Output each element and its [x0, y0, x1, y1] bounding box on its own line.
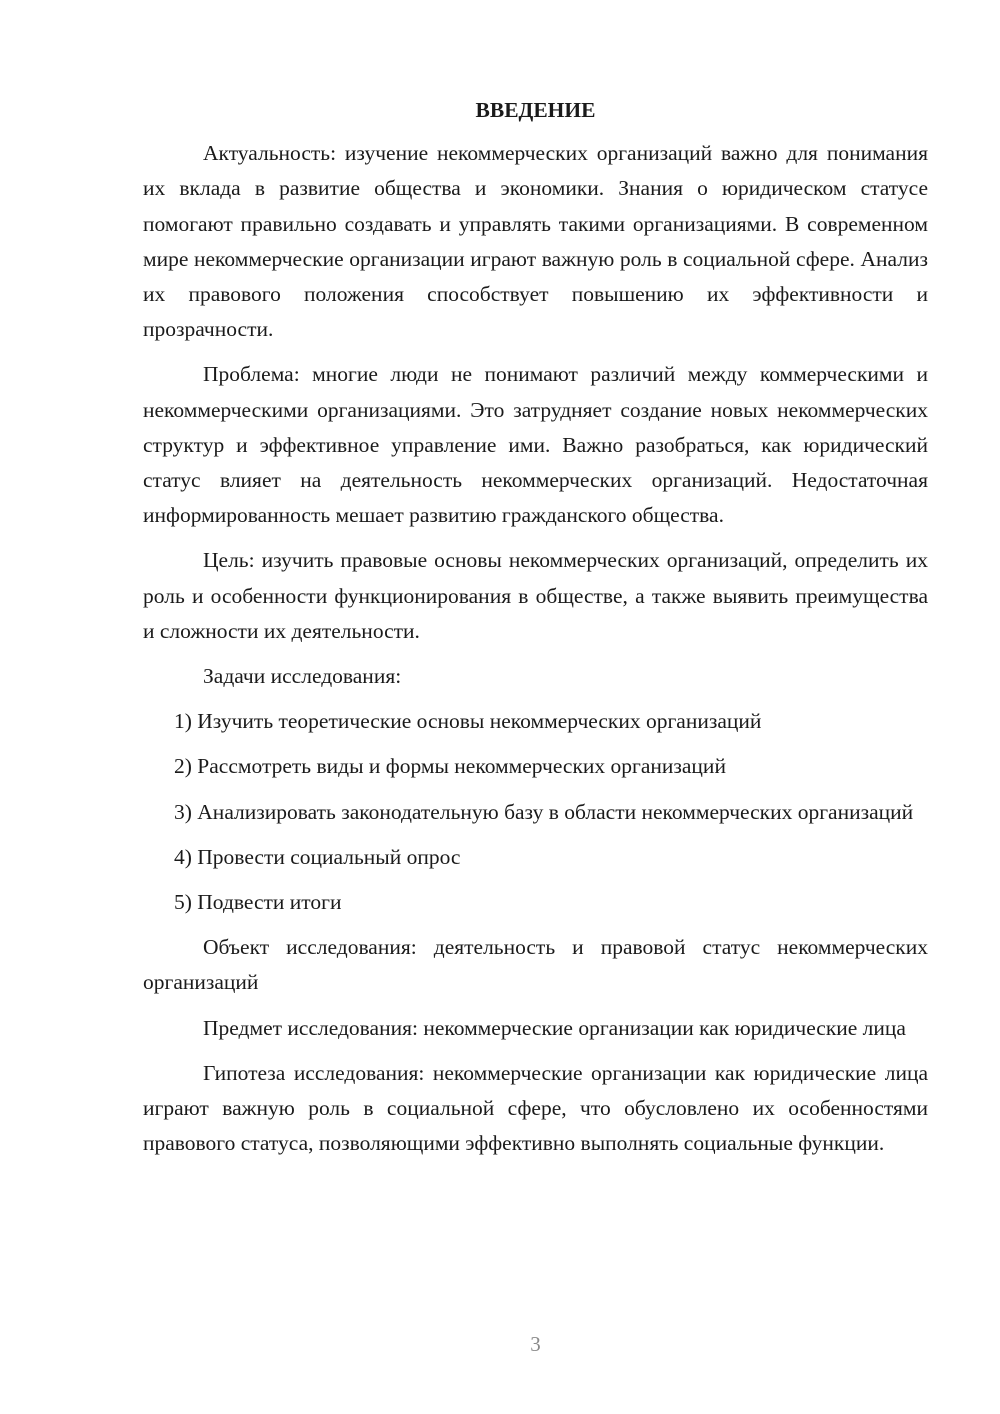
paragraph-object: Объект исследования: деятельность и правовой статус некоммерческих организаций: [143, 935, 928, 995]
task-item: 4) Провести социальный опрос: [174, 844, 461, 869]
paragraph-goal: Цель: изучить правовые основы некоммерческих организаций, определить их роль и особенности функционирования в обществе, а также выявить преимущества и сложности их деятельности.: [143, 548, 928, 643]
paragraph-subject: Предмет исследования: некоммерческие организации как юридические лица: [203, 1015, 906, 1040]
paragraph-problem: Проблема: многие люди не понимают различий между коммерческими и некоммерческими организациями. Это затрудняет создание новых некоммерческих структур и эффективное управление ими. Важно разобраться, как юридический статус влияет на деятельность некоммерческих организаций. Недостаточная информированность мешает развитию гражданского общества.: [143, 362, 928, 528]
task-item: 1) Изучить теоретические основы некоммерческих организаций: [174, 709, 762, 734]
page-content: [143, 93, 928, 1161]
paragraph-hypothesis: Гипотеза исследования: некоммерческие организации как юридические лица играют важную роль в социальной сфере, что обусловлено их особенностями правового статуса, позволяющими эффективно выполнять социальные функции.: [143, 1060, 928, 1156]
task-item: 2) Рассмотреть виды и формы некоммерческих организаций: [174, 754, 726, 779]
section-title: ВВЕДЕНИЕ: [475, 98, 596, 122]
task-item: 3) Анализировать законодательную базу в области некоммерческих организаций: [174, 799, 914, 824]
task-item: 5) Подвести итоги: [174, 890, 342, 915]
paragraph-relevance: Актуальность: изучение некоммерческих организаций важно для понимания их вклада в развитие общества и экономики. Знания о юридическом статусе помогают правильно создавать и управлять такими организациями. В современном мире некоммерческие организации играют важную роль в социальной сфере. Анализ их правового положения способствует повышению их эффективности и прозрачности.: [143, 141, 928, 342]
tasks-heading: Задачи исследования:: [203, 664, 402, 689]
page-number: 3: [530, 1332, 541, 1356]
